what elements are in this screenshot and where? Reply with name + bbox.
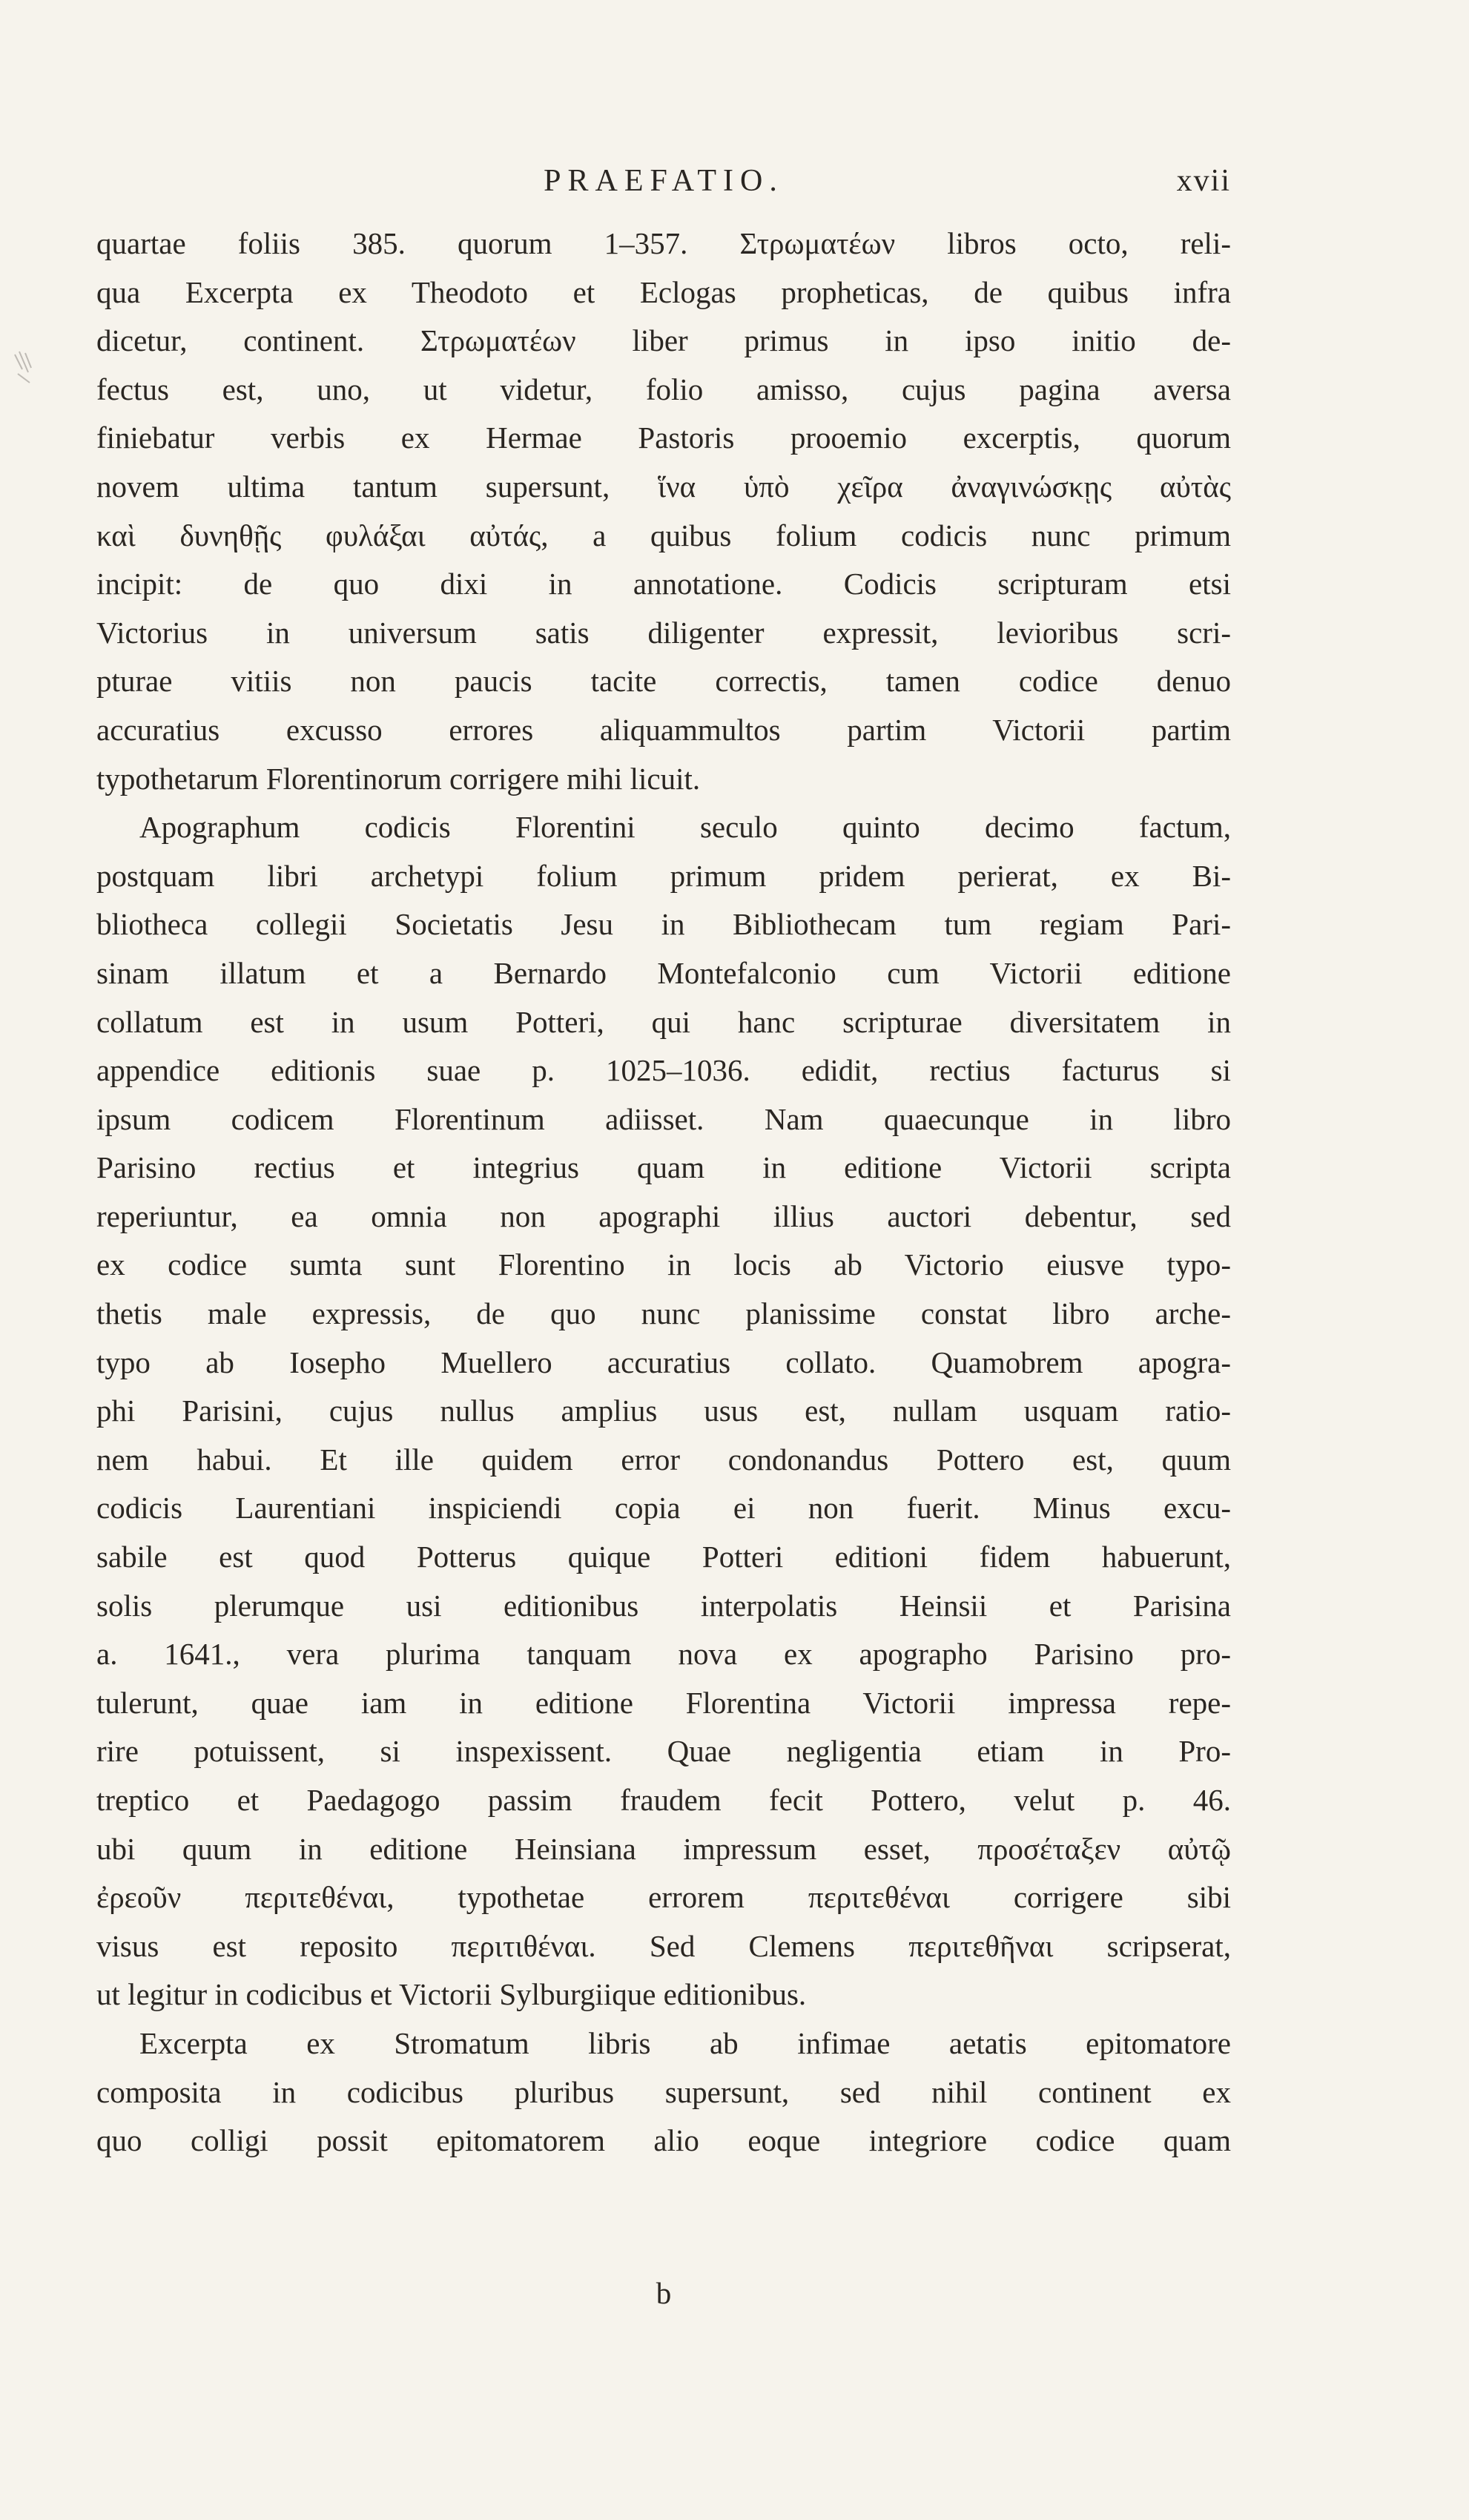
text-line: fectus est, uno, ut videtur, folio amisso, cujus pagina aversa bbox=[96, 372, 1231, 406]
text-line: qua Excerpta ex Theodoto et Eclogas propheticas, de quibus infra bbox=[96, 274, 1231, 309]
page-number: xvii bbox=[1176, 164, 1231, 198]
running-title: PRAEFATIO. bbox=[544, 164, 784, 198]
text-line: sabile est quod Potterus quique Potteri editioni fidem habuerunt, bbox=[96, 1540, 1231, 1574]
text-line: Parisino rectius et integrius quam in editione Victorii scripta bbox=[96, 1150, 1231, 1185]
text-line: ipsum codicem Florentinum adiisset. Nam quaecunque in libro bbox=[96, 1101, 1231, 1136]
text-line: bliotheca collegii Societatis Jesu in Bibliothecam tum regiam Pari- bbox=[96, 907, 1231, 942]
text-line: nem habui. Et ille quidem error condonandus Pottero est, quum bbox=[96, 1442, 1231, 1477]
text-line: ἐρεοῦν περιτεθέναι, typothetae errorem περιτεθέναι corrigere sibi bbox=[96, 1880, 1231, 1915]
text-line: Victorius in universum satis diligenter expressit, levioribus scri- bbox=[96, 615, 1231, 650]
text-line: postquam libri archetypi folium primum pridem perierat, ex Bi- bbox=[96, 858, 1231, 893]
text-line: ubi quum in editione Heinsiana impressum esset, προσέταξεν αὐτῷ bbox=[96, 1831, 1231, 1866]
text-line: pturae vitiis non paucis tacite correctis, tamen codice denuo bbox=[96, 664, 1231, 699]
signature-mark: b bbox=[656, 2276, 672, 2310]
text-line: treptico et Paedagogo passim fraudem fecit Pottero, velut p. 46. bbox=[96, 1783, 1231, 1817]
text-line: incipit: de quo dixi in annotatione. Codicis scripturam etsi bbox=[96, 567, 1231, 601]
text-line: novem ultima tantum supersunt, ἵνα ὑπὸ χεῖρα ἀναγινώσκῃς αὐτὰς bbox=[96, 469, 1231, 504]
text-line: rire potuissent, si inspexissent. Quae negligentia etiam in Pro- bbox=[96, 1734, 1231, 1769]
text-line: dicetur, continent. Στρωματέων liber primus in ipso initio de- bbox=[96, 323, 1231, 358]
text-line: καὶ δυνηθῇς φυλάξαι αὐτάς, a quibus folium codicis nunc primum bbox=[96, 518, 1231, 553]
text-line: Apographum codicis Florentini seculo quinto decimo factum, bbox=[139, 810, 1231, 845]
text-line: accuratius excusso errores aliquammultos partim Victorii partim bbox=[96, 712, 1231, 747]
text-line: typothetarum Florentinorum corrigere mihi licuit. bbox=[96, 761, 701, 796]
text-line: visus est reposito περιτιθέναι. Sed Clemens περιτεθῆναι scripserat, bbox=[96, 1928, 1231, 1963]
text-line: a. 1641., vera plurima tanquam nova ex apographo Parisino pro- bbox=[96, 1637, 1231, 1672]
text-line: codicis Laurentiani inspiciendi copia ei non fuerit. Minus excu- bbox=[96, 1491, 1231, 1525]
text-line: quartae foliis 385. quorum 1–357. Στρωματέων libros octo, reli- bbox=[96, 226, 1231, 260]
text-line: typo ab Iosepho Muellero accuratius collato. Quamobrem apogra- bbox=[96, 1345, 1231, 1379]
paragraph-1 bbox=[96, 220, 1231, 803]
text-line: reperiuntur, ea omnia non apographi illius auctori debentur, sed bbox=[96, 1198, 1231, 1233]
margin-smudge-mark bbox=[12, 347, 44, 389]
text-line: appendice editionis suae p. 1025–1036. edidit, rectius facturus si bbox=[96, 1053, 1231, 1088]
text-line: finiebatur verbis ex Hermae Pastoris prooemio excerptis, quorum bbox=[96, 420, 1231, 455]
text-line: ut legitur in codicibus et Victorii Sylburgiique editionibus. bbox=[96, 1977, 807, 2012]
text-line: ex codice sumta sunt Florentino in locis ab Victorio eiusve typo- bbox=[96, 1247, 1231, 1282]
body-text bbox=[96, 220, 1231, 2166]
text-line: collatum est in usum Potteri, qui hanc scripturae diversitatem in bbox=[96, 1004, 1231, 1039]
text-line: Excerpta ex Stromatum libris ab infimae aetatis epitomatore bbox=[139, 2025, 1231, 2060]
text-line: composita in codicibus pluribus supersunt, sed nihil continent ex bbox=[96, 2074, 1231, 2109]
text-line: sinam illatum et a Bernardo Montefalconio cum Victorii editione bbox=[96, 955, 1231, 990]
text-line: quo colligi possit epitomatorem alio eoque integriore codice quam bbox=[96, 2123, 1231, 2158]
text-line: thetis male expressis, de quo nunc planissime constat libro arche- bbox=[96, 1296, 1231, 1331]
text-line: solis plerumque usi editionibus interpolatis Heinsii et Parisina bbox=[96, 1588, 1231, 1623]
text-line: tulerunt, quae iam in editione Florentina Victorii impressa repe- bbox=[96, 1685, 1231, 1720]
paragraph-2 bbox=[96, 803, 1231, 2019]
running-header bbox=[96, 159, 1231, 203]
text-line: phi Parisini, cujus nullus amplius usus est, nullam usquam ratio- bbox=[96, 1393, 1231, 1428]
paragraph-3 bbox=[96, 2019, 1231, 2166]
